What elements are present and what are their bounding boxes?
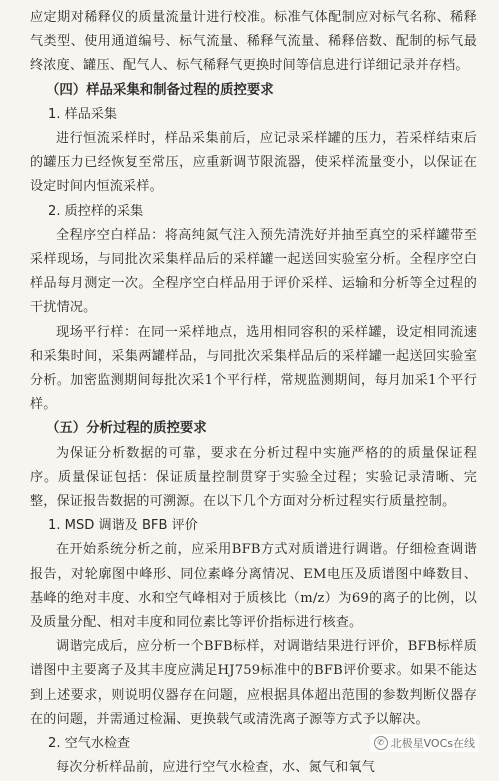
paragraph-air-water-check: 每次分析样品前，应进行空气水检查，水、氮气和氧气	[56, 760, 376, 776]
subheading-qc-samples: 2. 质控样的采集	[48, 203, 144, 219]
paragraph-parallel-sample: 现场平行样：在同一采样地点，选用相同容积的采样罐，设定相同流速和采集时间，采集两罐样品，与同批次采集样品后的采样罐一起送回实验室分析。加密监测期间每批次采1个平行样，常规监测期间，每月加采1个平行样。	[30, 324, 477, 413]
wechat-icon: ✆	[374, 736, 388, 750]
subheading-air-water: 2. 空气水检查	[48, 736, 131, 752]
subheading-sampling: 1. 样品采集	[48, 106, 118, 122]
paragraph-constant-flow: 进行恒流采样时，样品采集前后，应记录采样罐的压力，若采样结束后的罐压力已经恢复至常压，应重新调节限流器，使采样流量变小，以保证在设定时间内恒流采样。	[30, 131, 477, 195]
subheading-msd-bfb: 1. MSD 调谐及 BFB 评价	[48, 518, 198, 534]
watermark	[370, 734, 479, 752]
section-heading-4: （四）样品采集和制备过程的质控要求	[46, 82, 274, 98]
watermark-text: 北极星VOCs在线	[390, 737, 475, 750]
paragraph-bfb-evaluation: 调谐完成后，应分析一个BFB标样，对调谐结果进行评价，BFB标样质谱图中主要离子及其丰度应满足HJ759标准中的BFB评价要求。如果不能达到上述要求，则说明仪器存在问题，应根据具体超出范围的参数判断仪器存在的问题，并需通过检漏、更换载气或清洗离子源等方式予以解决。	[30, 639, 477, 727]
paragraph-full-blank: 全程序空白样品：将高纯氮气注入预先清洗好并抽至真空的采样罐带至采样现场，与同批次采集样品后的采样罐一起送回实验室分析。全程序空白样品每月测定一次。全程序空白样品用于评价采样、运输和分析等全过程的干扰情况。	[30, 227, 477, 316]
paragraph-qa-program: 为保证分析数据的可靠，要求在分析过程中实施严格的的质量保证程序。质量保证包括：保证质量控制贯穿于实验全过程；实验记录清晰、完整，保证报告数据的可溯源。在以下几个方面对分析过程实行质量控制。	[30, 445, 477, 510]
section-heading-5: （五）分析过程的质控要求	[46, 421, 207, 437]
paragraph-calibration: 应定期对稀释仪的质量流量计进行校准。标准气体配制应对标气名称、稀释气类型、使用通道编号、标气流量、稀释气流量、稀释倍数、配制的标气最终浓度、罐压、配气人、标气稀释气更换时间等信息进行详细记录并存档。	[30, 10, 477, 74]
paragraph-tuning-check: 在开始系统分析之前，应采用BFB方式对质谱进行调谐。仔细检查调谐报告，对轮廓图中峰形、同位素峰分离情况、EM电压及质谱图中峰数目、基峰的绝对丰度、水和空气峰相对于质核比（m/z）为69的离子的比例，以及质量分配、相对丰度和同位素比等评价指标进行核查。	[30, 542, 477, 631]
